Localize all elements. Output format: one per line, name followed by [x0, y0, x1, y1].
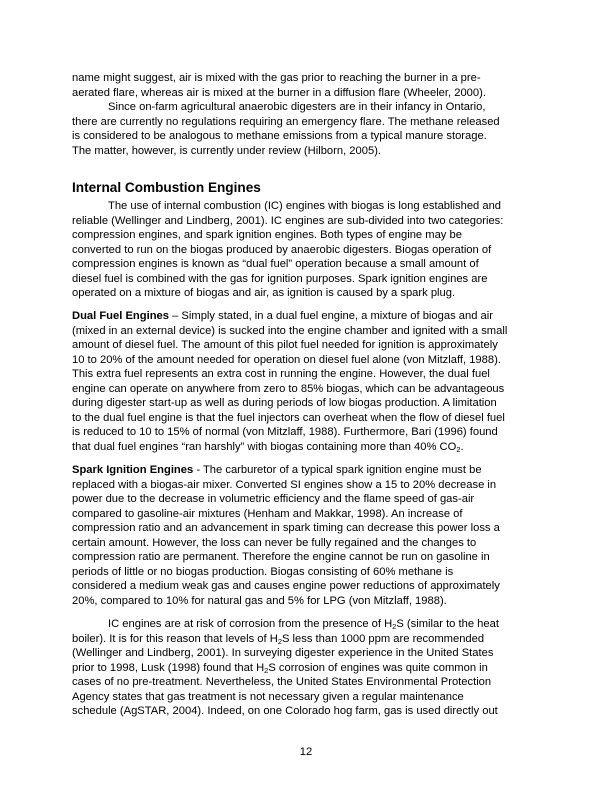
- text-line: is reduced to 10 to 15% of normal (von Mitzlaff, 1988). Furthermore, Bari (1996) found: [72, 426, 498, 438]
- text-line: 10 to 20% of the amount needed for operation on diesel fuel alone (von Mitzlaff, 1988).: [72, 353, 501, 366]
- text-run: IC engines are at risk of corrosion from the presence of H: [108, 618, 393, 630]
- text-line: compression ratio and an advancement in spark timing can decrease this power loss a: [72, 522, 500, 534]
- text-line: (Wellinger and Lindberg, 2001). In surveying digester experience in the United States: [72, 647, 494, 659]
- text-line: diesel fuel is combined with the gas for ignition purposes. Spark ignition engines are: [72, 272, 488, 285]
- text-line: This extra fuel represents an extra cost in running the engine. However, the dual fuel: [72, 368, 490, 380]
- text-line: reliable (Wellinger and Lindberg, 2001). IC engines are sub-divided into two categories:: [72, 214, 504, 227]
- text-line: (mixed in an external device) is sucked into the engine chamber and ignited with a small: [72, 324, 508, 337]
- text-line: The matter, however, is currently under review (Hilborn, 2005).: [72, 144, 382, 157]
- text-line: [108, 617, 499, 632]
- text-line: compared to gasoline-air mixtures (Henham and Makkar, 1998). An increase of: [72, 507, 463, 520]
- text-run: .: [460, 440, 464, 453]
- subscript: 2: [277, 636, 282, 646]
- text-line: [72, 463, 482, 478]
- text-line: considered a medium weak gas and causes engine power reductions of approximately: [72, 580, 500, 592]
- text-line: periods of little or no biogas production. Biogas consisting of 60% methane is: [72, 565, 454, 578]
- text-line: aerated flare, whereas air is mixed at the burner in a diffusion flare (Wheeler, 2000).: [72, 86, 486, 99]
- text-line: name might suggest, air is mixed with the gas prior to reaching the burner in a pre-: [72, 72, 481, 84]
- page-number: 12: [299, 746, 313, 758]
- text-line: during digester start-up as well as during periods of low biogas production. A limitation: [72, 397, 497, 409]
- text-line: compression ratio are permanent. Therefore the engine cannot be run on gasoline in: [72, 551, 490, 563]
- text-line: schedule (AgSTAR, 2004). Indeed, on one Colorado hog farm, gas is used directly out: [72, 705, 498, 717]
- text-run: - The carburetor of a typical spark ignition engine must be: [193, 464, 482, 476]
- text-run: boiler). It is for this reason that levels of H: [72, 632, 278, 645]
- subscript: 2: [392, 622, 397, 631]
- subscript: 2: [264, 665, 269, 675]
- text-line: to the dual fuel engine is that the fuel injectors can overheat when the flow of diesel fuel: [72, 411, 505, 424]
- text-run: that dual fuel engines “ran harshly” with biogas containing more than 40% CO: [72, 440, 457, 453]
- text-line: certain amount. However, the loss can never be fully regained and the changes to: [72, 536, 477, 549]
- text-line: there are currently no regulations requiring an emergency flare. The methane released: [72, 115, 500, 128]
- text-run: S less than 1000 ppm are recommended: [281, 632, 485, 645]
- text-line: [72, 440, 464, 455]
- text-line: power due to the decrease in volumetric efficiency and the flame speed of gas-air: [72, 493, 475, 505]
- run-in-heading: Dual Fuel Engines: [72, 310, 169, 322]
- text-line: Agency states that gas treatment is not necessary given a regular maintenance: [72, 690, 464, 703]
- text-line: [72, 632, 484, 647]
- text-line: replaced with a biogas-air mixer. Converted SI engines show a 15 to 20% decrease in: [72, 478, 497, 491]
- text-line: cases of no pre-treatment. Nevertheless, the United States Environmental Protection: [72, 676, 492, 688]
- text-line: engine can operate on anywhere from zero to 85% biogas, which can be advantageous: [72, 382, 505, 395]
- text-line: [72, 661, 488, 676]
- run-in-heading: Spark Ignition Engines: [72, 464, 194, 476]
- text-run: S (similar to the heat: [396, 618, 499, 630]
- text-line: amount of diesel fuel. The amount of this pilot fuel needed for ignition is approximately: [72, 339, 498, 351]
- text-line: The use of internal combustion (IC) engines with biogas is long established and: [108, 200, 502, 212]
- text-line: operated on a mixture of biogas and air, as ignition is caused by a spark plug.: [72, 287, 456, 299]
- subscript: 2: [456, 444, 461, 454]
- section-heading: Internal Combustion Engines: [72, 180, 261, 195]
- text-line: compression engines is known as “dual fuel” operation because a small amount of: [72, 258, 479, 270]
- text-run: – Simply stated, in a dual fuel engine, a mixture of biogas and air: [168, 310, 493, 322]
- text-run: S corrosion of engines was quite common in: [268, 661, 488, 674]
- text-line: converted to run on the biogas produced by anaerobic digesters. Biogas operation of: [72, 243, 492, 256]
- text-line: Since on-farm agricultural anaerobic digesters are in their infancy in Ontario,: [108, 101, 486, 113]
- text-line: 20%, compared to 10% for natural gas and 5% for LPG (von Mitzlaff, 1988).: [72, 594, 447, 607]
- text-line: compression engines, and spark ignition engines. Both types of engine may be: [72, 229, 462, 241]
- text-run: prior to 1998, Lusk (1998) found that H: [72, 661, 265, 674]
- text-line: [72, 309, 493, 324]
- text-line: is considered to be analogous to methane emissions from a typical manure storage.: [72, 130, 487, 142]
